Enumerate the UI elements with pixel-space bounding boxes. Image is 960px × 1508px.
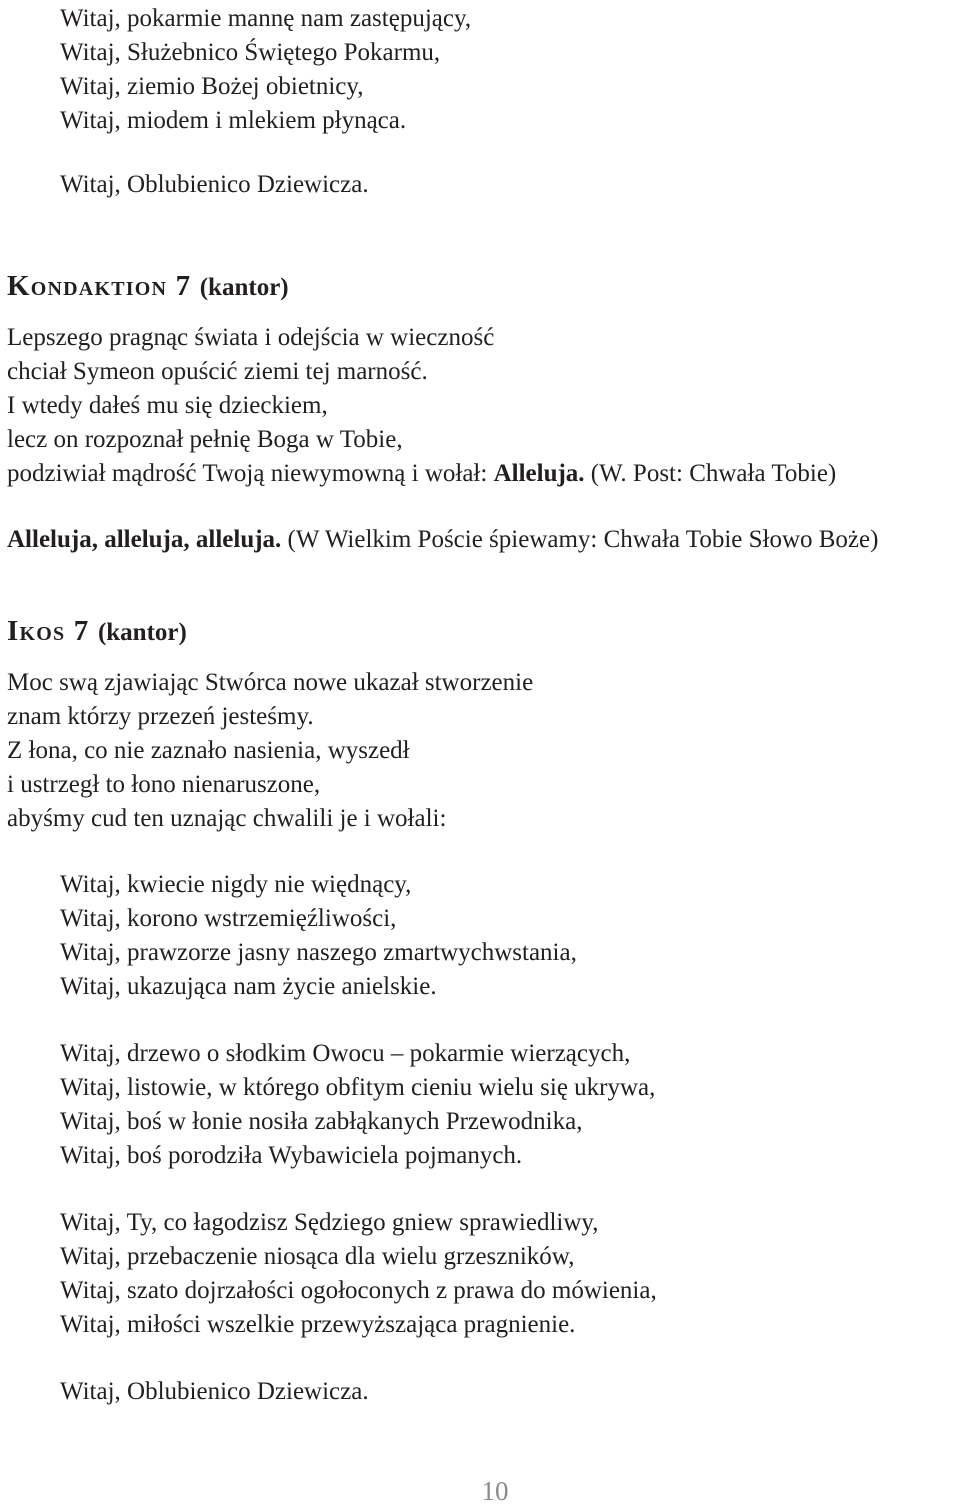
stanza-line: Witaj, korono wstrzemięźliwości, <box>60 905 397 932</box>
stanza-line: Witaj, przebaczenie niosąca dla wielu grzeszników, <box>60 1243 575 1270</box>
ikos-line: znam którzy przezeń jesteśmy. <box>7 703 314 730</box>
ikos-line: Moc swą zjawiając Stwórca nowe ukazał stworzenie <box>7 669 534 696</box>
closing-refrain: Witaj, Oblubienico Dziewicza. <box>60 1378 369 1405</box>
kondaktion-last-text: podziwiał mądrość Twoją niewymowną i wołał: <box>7 460 494 487</box>
kondaktion-title: Kondaktion 7 <box>7 270 192 302</box>
kondaktion-heading <box>7 267 289 307</box>
kondaktion-line: Lepszego pragnąc świata i odejścia w wieczność <box>7 324 495 351</box>
kondaktion-response <box>7 523 878 557</box>
stanza-line: Witaj, boś w łonie nosiła zabłąkanych Przewodnika, <box>60 1108 583 1135</box>
intro-line: Witaj, Służebnico Świętego Pokarmu, <box>60 39 441 66</box>
stanza-line: Witaj, kwiecie nigdy nie więdnący, <box>60 871 412 898</box>
ikos-line: abyśmy cud ten uznając chwalili je i wołali: <box>7 805 447 832</box>
page-number: 10 <box>481 1476 509 1506</box>
stanza-line: Witaj, szato dojrzałości ogołoconych z prawa do mówienia, <box>60 1277 657 1304</box>
stanza-line: Witaj, miłości wszelkie przewyższająca pragnienie. <box>60 1311 576 1338</box>
intro-line: Witaj, pokarmie mannę nam zastępujący, <box>60 5 472 32</box>
kondaktion-response-alleluja: Alleluja, alleluja, alleluja. <box>7 526 282 553</box>
intro-line: Witaj, ziemio Bożej obietnicy, <box>60 73 364 100</box>
kondaktion-post-note: (W. Post: Chwała Tobie) <box>584 460 837 487</box>
ikos-title: Ikos 7 <box>7 615 90 647</box>
stanza-line: Witaj, boś porodziła Wybawiciela pojmanych. <box>60 1142 523 1169</box>
stanza-line: Witaj, drzewo o słodkim Owocu – pokarmie wierzących, <box>60 1040 631 1067</box>
ikos-heading <box>7 612 187 652</box>
stanza-line: Witaj, ukazująca nam życie anielskie. <box>60 973 437 1000</box>
intro-line: Witaj, miodem i mlekiem płynąca. <box>60 107 407 134</box>
stanza-line: Witaj, listowie, w którego obfitym cieniu wielu się ukrywa, <box>60 1074 656 1101</box>
ikos-line: Z łona, co nie zaznało nasienia, wyszedł <box>7 737 410 764</box>
ikos-note: (kantor) <box>97 619 187 646</box>
intro-refrain: Witaj, Oblubienico Dziewicza. <box>60 171 369 198</box>
kondaktion-note: (kantor) <box>199 274 289 301</box>
stanza-line: Witaj, prawzorze jasny naszego zmartwychwstania, <box>60 939 577 966</box>
ikos-line: i ustrzegł to łono nienaruszone, <box>7 771 321 798</box>
stanza-line: Witaj, Ty, co łagodzisz Sędziego gniew sprawiedliwy, <box>60 1209 599 1236</box>
kondaktion-last-line <box>7 457 836 491</box>
kondaktion-alleluja: Alleluja. <box>493 460 585 487</box>
kondaktion-line: chciał Symeon opuścić ziemi tej marność. <box>7 358 428 385</box>
kondaktion-line: lecz on rozpoznał pełnię Boga w Tobie, <box>7 426 403 453</box>
kondaktion-line: I wtedy dałeś mu się dzieckiem, <box>7 392 328 419</box>
kondaktion-response-note: (W Wielkim Poście śpiewamy: Chwała Tobie Słowo Boże) <box>281 526 879 553</box>
